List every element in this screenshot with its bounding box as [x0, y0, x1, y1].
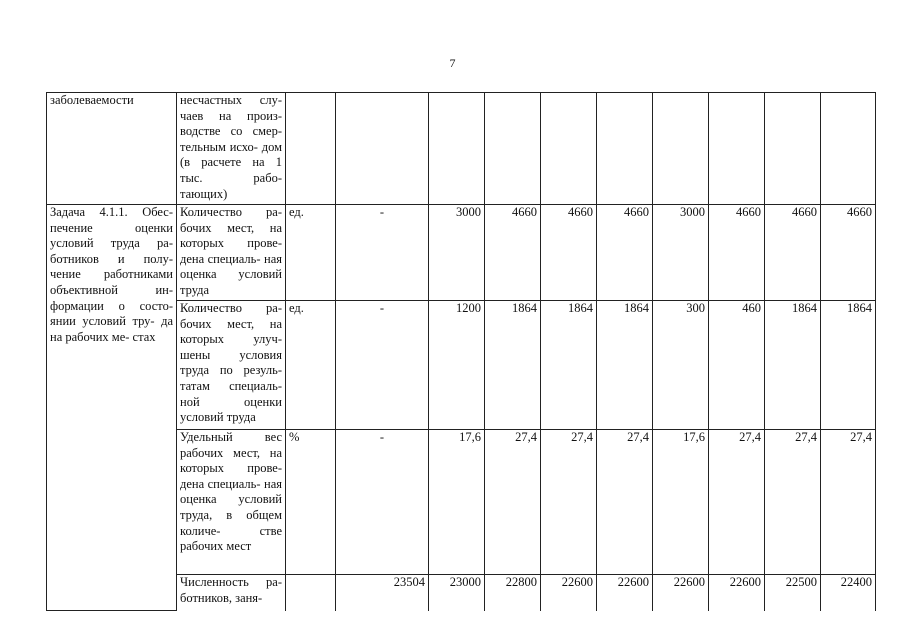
- value-cell: 23000: [429, 575, 485, 611]
- value-cell: 27,4: [541, 430, 597, 575]
- value-cell: 22800: [485, 575, 541, 611]
- value-cell: [541, 93, 597, 205]
- value-cell: 17,6: [653, 430, 709, 575]
- task-cell: заболеваемости: [47, 93, 177, 205]
- value-cell: 1864: [597, 301, 653, 430]
- value-cell: 1864: [541, 301, 597, 430]
- value-cell: 27,4: [709, 430, 765, 575]
- value-cell: [429, 93, 485, 205]
- value-cell: 4660: [485, 205, 541, 301]
- indicator-cell: Количество ра- бочих мест, на которых прове- дена специаль- ная оценка условий труда: [177, 205, 286, 301]
- value-cell: 27,4: [485, 430, 541, 575]
- value-cell: 1864: [485, 301, 541, 430]
- value-cell: 4660: [597, 205, 653, 301]
- indicator-cell: Численность ра- ботников, заня-: [177, 575, 286, 611]
- value-cell: [485, 93, 541, 205]
- value-cell: [336, 93, 429, 205]
- value-cell: [709, 93, 765, 205]
- unit-cell: [286, 575, 336, 611]
- value-cell: 22600: [541, 575, 597, 611]
- unit-cell: [286, 93, 336, 205]
- value-cell: -: [336, 301, 429, 430]
- value-cell: 22600: [709, 575, 765, 611]
- value-cell: 27,4: [765, 430, 821, 575]
- task-cell: Задача 4.1.1. Обес- печение оценки условий труда ра- ботников и полу- чение работниками объективной ин- формации о состо- янии условий тру- да на рабочих ме- стах: [47, 205, 177, 611]
- value-cell: 27,4: [821, 430, 876, 575]
- value-cell: 460: [709, 301, 765, 430]
- page-number: 7: [449, 56, 456, 70]
- indicator-cell: Удельный вес рабочих мест, на которых прове- дена специаль- ная оценка условий труда, в общем количе- стве рабочих мест: [177, 430, 286, 575]
- value-cell: 22600: [597, 575, 653, 611]
- unit-cell: ед.: [286, 301, 336, 430]
- value-cell: [597, 93, 653, 205]
- indicator-cell: несчастных слу- чаев на произ- водстве со смер- тельным исхо- дом (в расчете на 1 тыс. рабо- тающих): [177, 93, 286, 205]
- value-cell: 3000: [653, 205, 709, 301]
- value-cell: [821, 93, 876, 205]
- value-cell: 300: [653, 301, 709, 430]
- value-cell: 27,4: [597, 430, 653, 575]
- unit-cell: ед.: [286, 205, 336, 301]
- value-cell: 1200: [429, 301, 485, 430]
- value-cell: 1864: [765, 301, 821, 430]
- value-cell: 23504: [336, 575, 429, 611]
- unit-cell: %: [286, 430, 336, 575]
- table-row: [47, 93, 876, 205]
- value-cell: 1864: [821, 301, 876, 430]
- value-cell: [653, 93, 709, 205]
- value-cell: 3000: [429, 205, 485, 301]
- value-cell: 22500: [765, 575, 821, 611]
- indicator-cell: Количество ра- бочих мест, на которых улуч- шены условия труда по резуль- татам специаль- ной оценки условий труда: [177, 301, 286, 430]
- table-row: [47, 205, 876, 301]
- value-cell: [765, 93, 821, 205]
- value-cell: 4660: [541, 205, 597, 301]
- value-cell: 4660: [821, 205, 876, 301]
- value-cell: 22400: [821, 575, 876, 611]
- value-cell: -: [336, 430, 429, 575]
- indicators-table: [46, 92, 876, 611]
- value-cell: -: [336, 205, 429, 301]
- value-cell: 4660: [765, 205, 821, 301]
- value-cell: 22600: [653, 575, 709, 611]
- value-cell: 4660: [709, 205, 765, 301]
- value-cell: 17,6: [429, 430, 485, 575]
